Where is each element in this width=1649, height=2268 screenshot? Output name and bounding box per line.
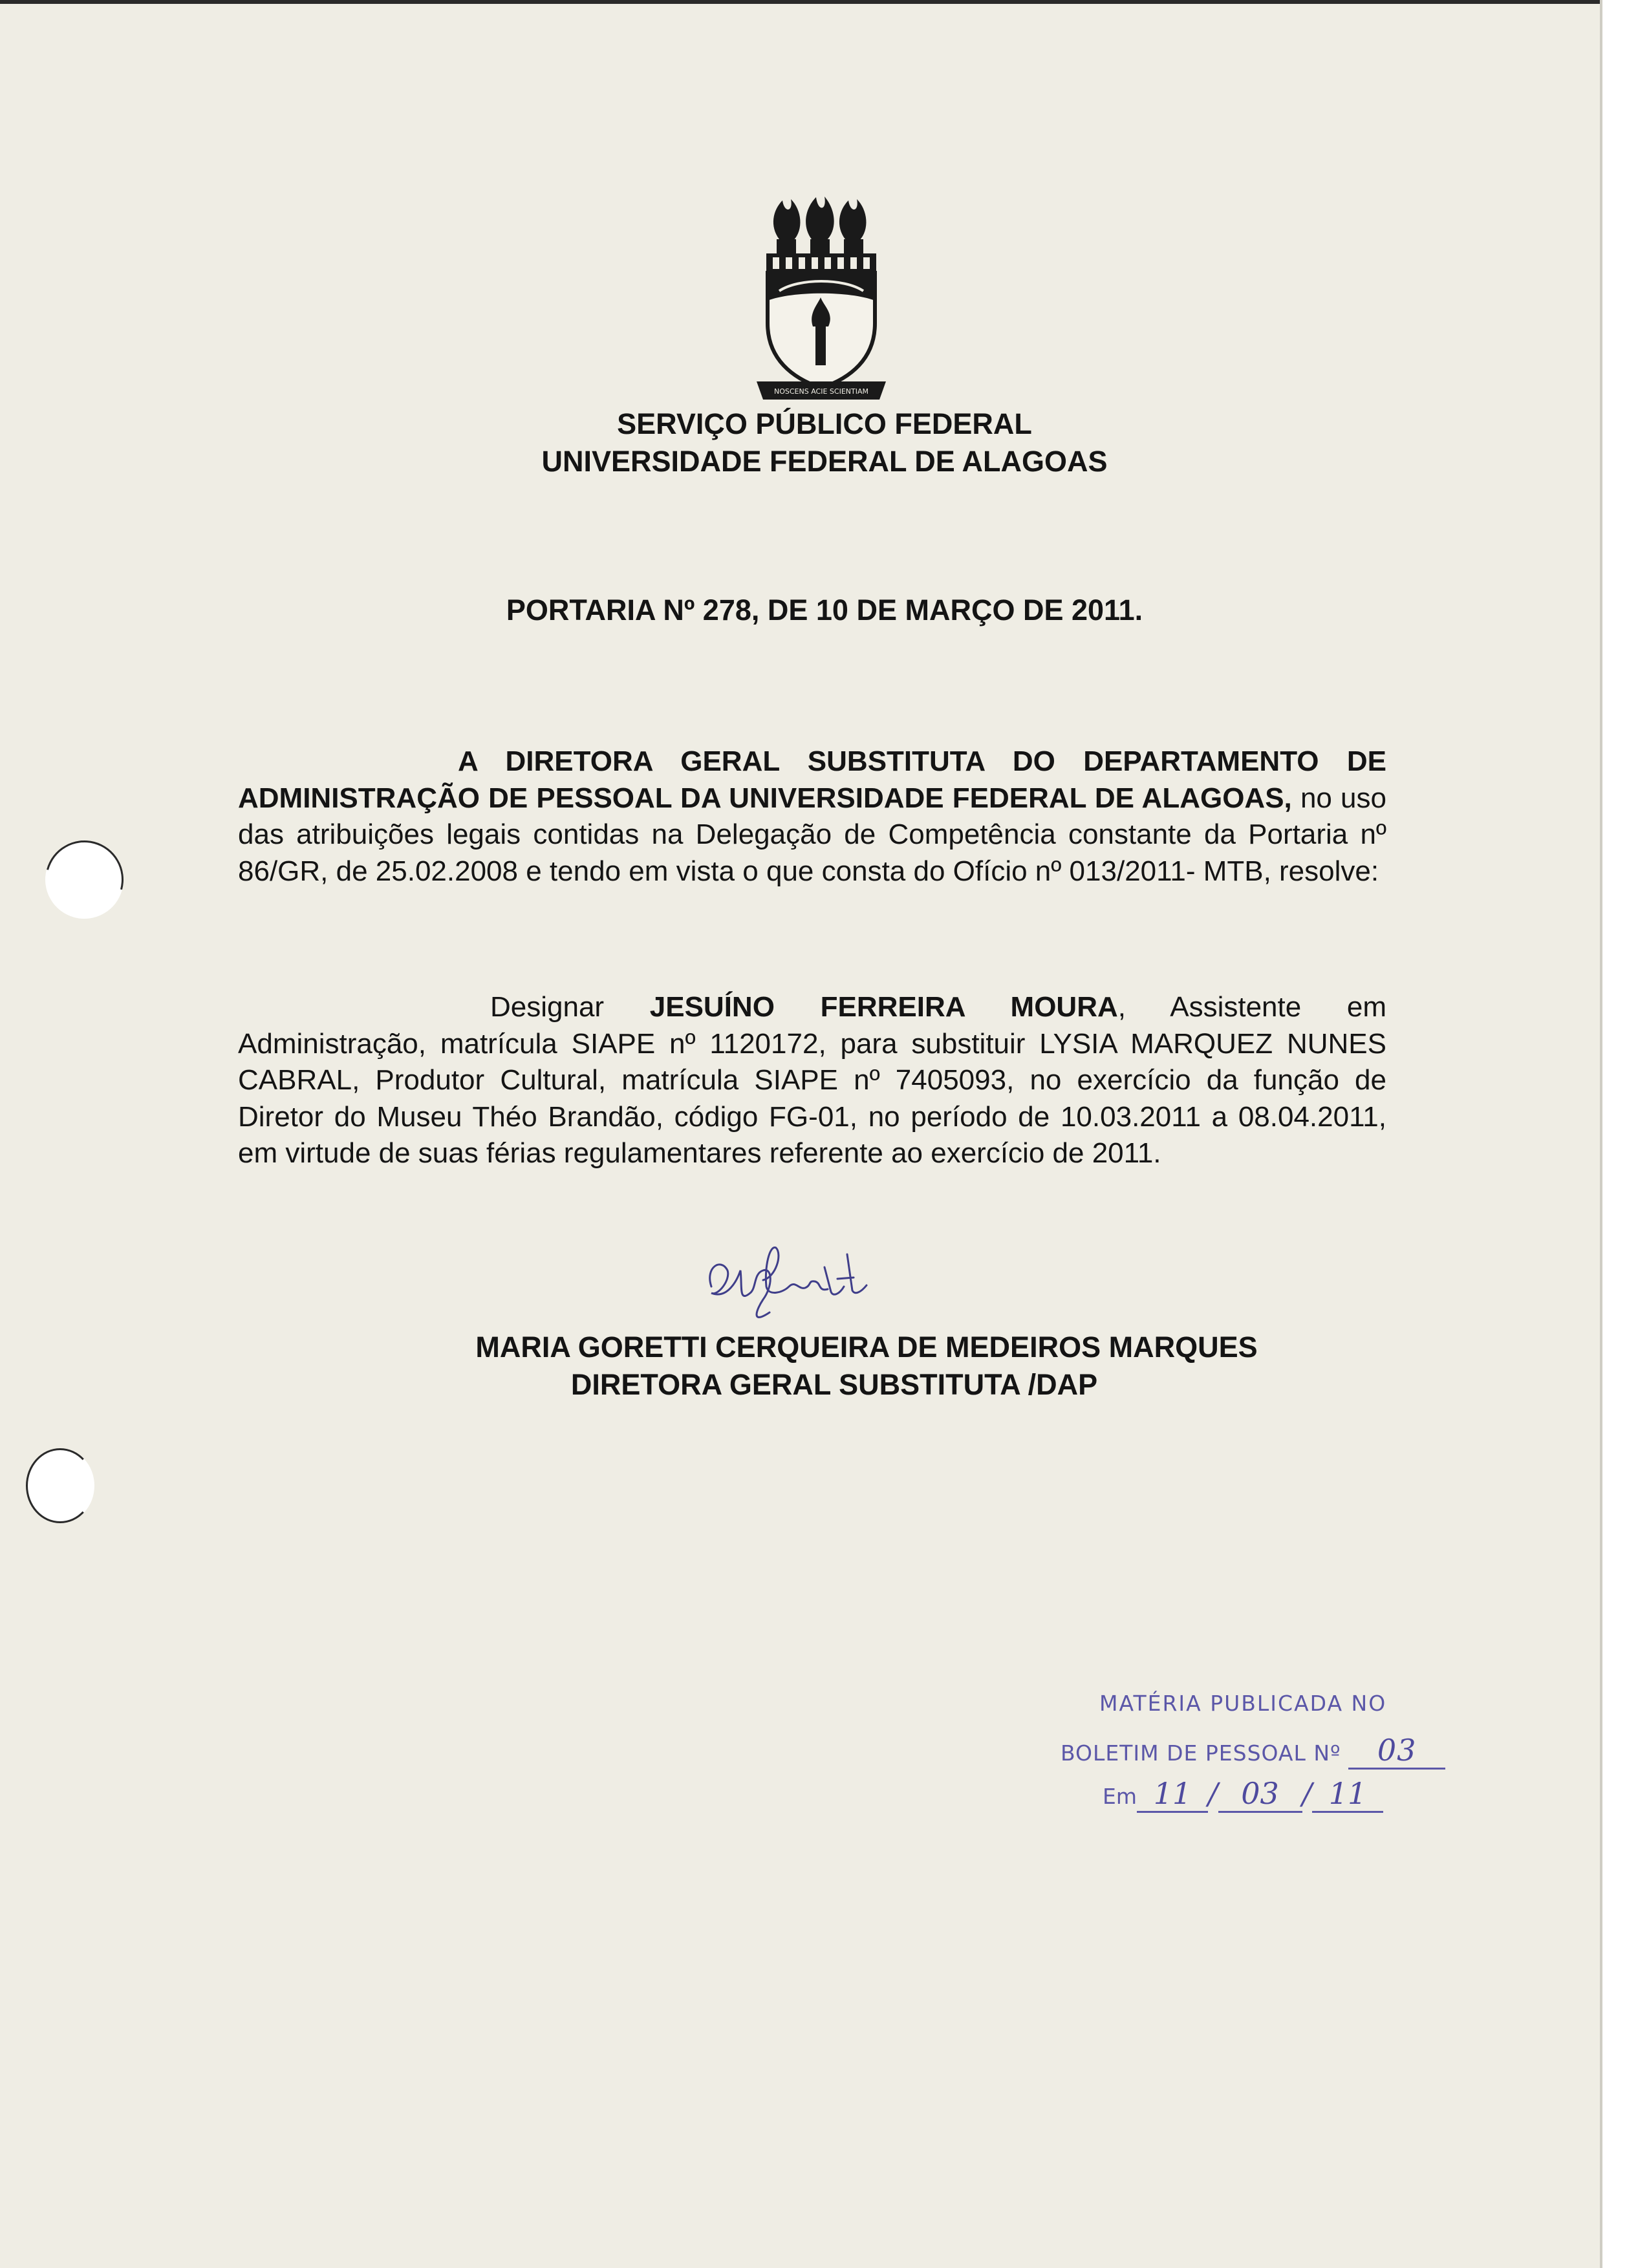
svg-text:NOSCENS ACIE SCIENTIAM: NOSCENS ACIE SCIENTIAM xyxy=(774,387,868,396)
stamp-month: 03 xyxy=(1218,1776,1302,1813)
signer-name: MARIA GORETTI CERQUEIRA DE MEDEIROS MARQUES xyxy=(475,1331,1258,1364)
stamp-line-3 xyxy=(1103,1776,1383,1813)
paragraph-authority xyxy=(238,744,1386,890)
stamp-sep-2: / xyxy=(1302,1776,1312,1811)
authority-text: no uso das atribuições legais contidas na Delegação de Competência constante da Portaria nº 86/GR, de 25.02.2008 e tendo em vista o que consta do Ofício nº 013/2011- MTB, resolve: xyxy=(238,782,1386,887)
stamp-day: 11 xyxy=(1137,1776,1208,1813)
publication-stamp xyxy=(1061,1691,1474,1833)
stamp-year: 11 xyxy=(1312,1776,1383,1813)
stamp-sep-1: / xyxy=(1208,1776,1218,1811)
handwritten-signature xyxy=(692,1241,879,1332)
punch-hole-top xyxy=(31,826,138,933)
ufal-coat-of-arms-icon xyxy=(753,194,889,407)
authority-bold: A DIRETORA GERAL SUBSTITUTA DO DEPARTAMENTO DE ADMINISTRAÇÃO DE PESSOAL DA UNIVERSIDADE FEDERAL DE ALAGOAS, xyxy=(238,745,1386,814)
portaria-title: PORTARIA Nº 278, DE 10 DE MARÇO DE 2011. xyxy=(506,594,1143,626)
scan-top-edge xyxy=(0,0,1604,4)
designation-text: , Assistente em Administração, matrícula SIAPE nº 1120172, para substituir LYSIA MARQUEZ NUNES CABRAL, Produtor Cultural, matrícula SIAPE nº 7405093, no exercício da função de Diretor do Museu Théo Brandão, código FG-01, no período de 10.03.2011 a 08.04.2011, em virtude de suas férias regulamentares referente ao exercício de 2011. xyxy=(238,991,1386,1169)
designee-name: JESUÍNO FERREIRA MOURA xyxy=(649,991,1118,1023)
punch-hole-bottom xyxy=(26,1448,94,1523)
header-university: UNIVERSIDADE FEDERAL DE ALAGOAS xyxy=(541,445,1108,478)
stamp-line-1: MATÉRIA PUBLICADA NO xyxy=(1099,1691,1387,1716)
stamp-bulletin-number: 03 xyxy=(1348,1733,1445,1770)
stamp-em-label: Em xyxy=(1103,1784,1137,1809)
scan-right-edge xyxy=(1602,0,1649,2268)
header-service: SERVIÇO PÚBLICO FEDERAL xyxy=(617,407,1032,440)
stamp-line-2 xyxy=(1061,1733,1445,1770)
signer-title: DIRETORA GERAL SUBSTITUTA /DAP xyxy=(570,1368,1098,1401)
paragraph-designation xyxy=(238,989,1386,1172)
stamp-bulletin-label: BOLETIM DE PESSOAL Nº xyxy=(1061,1740,1341,1766)
designation-pre: Designar xyxy=(490,991,650,1023)
